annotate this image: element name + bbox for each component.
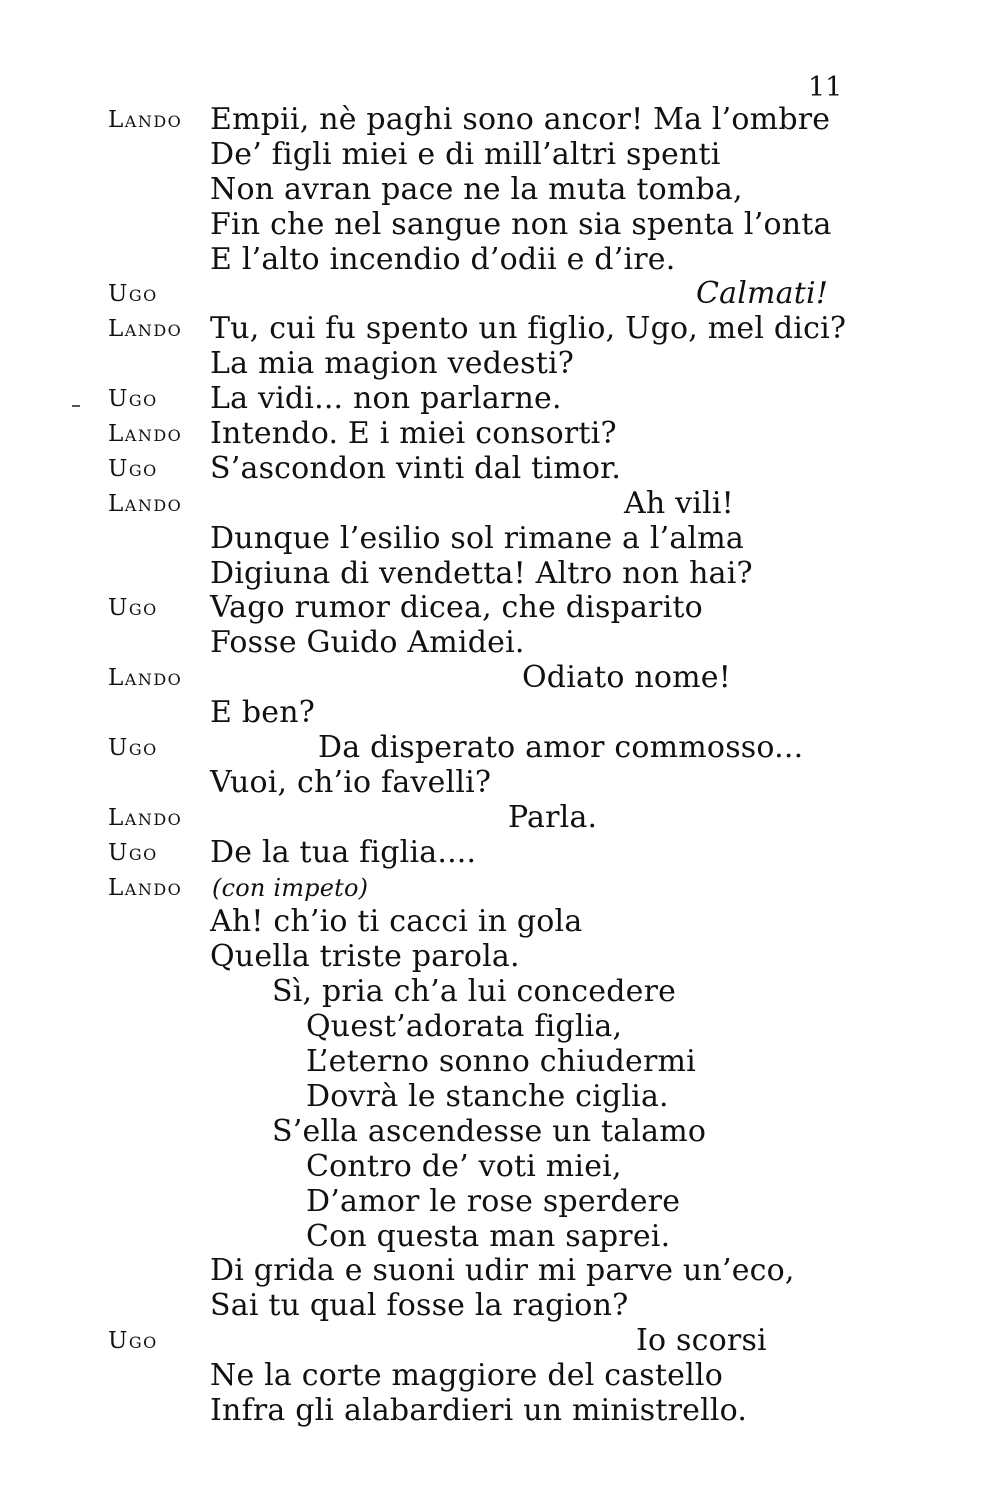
verse-line bbox=[0, 661, 1000, 696]
verse-line bbox=[0, 696, 1000, 731]
verse-line bbox=[0, 731, 1000, 766]
verse-line bbox=[0, 836, 1000, 871]
verse-text: Odiato nome! bbox=[522, 660, 731, 696]
verse-text: Di grida e suoni udir mi parve un’eco, bbox=[210, 1253, 795, 1289]
speaker-name: Lando bbox=[108, 421, 183, 448]
verse-line bbox=[0, 347, 1000, 382]
verse-text: L’eterno sonno chiudermi bbox=[306, 1044, 696, 1080]
speaker-name: Lando bbox=[108, 107, 183, 133]
verse-line bbox=[0, 382, 1000, 417]
verse-text: Io scorsi bbox=[636, 1323, 767, 1359]
speaker-name: Lando bbox=[108, 804, 183, 831]
verse-line bbox=[0, 1150, 1000, 1185]
verse-text: De’ figli miei e di mill’altri spenti bbox=[210, 136, 721, 172]
verse-line bbox=[0, 173, 1000, 208]
verse-text: Quella triste parola. bbox=[210, 939, 520, 975]
verse-line bbox=[0, 138, 1000, 173]
verse-line bbox=[0, 766, 1000, 801]
verse-line bbox=[0, 1045, 1000, 1080]
verse-text: Empii, nè paghi sono ancor! Ma l’ombre bbox=[210, 102, 831, 137]
verse-line bbox=[0, 487, 1000, 522]
verse-text: Contro de’ voti miei, bbox=[306, 1148, 622, 1184]
verse-text: De la tua figlia.... bbox=[210, 834, 477, 870]
verse-line bbox=[0, 1324, 1000, 1359]
verse-line bbox=[0, 801, 1000, 836]
verse-text: Infra gli alabardieri un ministrello. bbox=[210, 1392, 748, 1428]
verse-line bbox=[0, 312, 1000, 347]
verse-line bbox=[0, 557, 1000, 592]
speaker-name: Ugo bbox=[108, 281, 158, 308]
verse-line bbox=[0, 522, 1000, 557]
verse-line bbox=[0, 905, 1000, 940]
verse-text: Da disperato amor commosso... bbox=[318, 730, 804, 766]
stage-direction: (con impeto) bbox=[212, 873, 369, 902]
verse-line bbox=[0, 103, 1000, 138]
verse-text: Fosse Guido Amidei. bbox=[210, 625, 525, 661]
verse-text: La vidi... non parlarne. bbox=[210, 381, 562, 417]
verse-text: Tu, cui fu spento un figlio, Ugo, mel dici? bbox=[210, 311, 847, 347]
verse-line bbox=[0, 626, 1000, 661]
verse-line bbox=[0, 1010, 1000, 1045]
verse-text: Dovrà le stanche ciglia. bbox=[306, 1078, 669, 1114]
verse-text: Sì, pria ch’a lui concedere bbox=[272, 974, 677, 1010]
verse-lines bbox=[0, 103, 1000, 1429]
verse-line bbox=[0, 940, 1000, 975]
verse-text: Digiuna di vendetta! Altro non hai? bbox=[210, 555, 753, 591]
verse-text: Calmati! bbox=[696, 276, 829, 312]
verse-text: Fin che nel sangue non sia spenta l’onta bbox=[210, 206, 832, 242]
speaker-name: Ugo bbox=[108, 386, 158, 413]
verse-line bbox=[0, 1289, 1000, 1324]
verse-line bbox=[0, 417, 1000, 452]
verse-line bbox=[0, 1394, 1000, 1429]
verse-text: E ben? bbox=[210, 695, 315, 731]
verse-line bbox=[0, 277, 1000, 312]
verse-line bbox=[0, 452, 1000, 487]
verse-text: Sai tu qual fosse la ragion? bbox=[210, 1288, 629, 1324]
verse-line bbox=[0, 243, 1000, 278]
verse-text: La mia magion vedesti? bbox=[210, 346, 575, 382]
speaker-name: Lando bbox=[108, 490, 183, 517]
speaker-name: Ugo bbox=[108, 455, 158, 482]
verse-text: S’ella ascendesse un talamo bbox=[272, 1113, 707, 1149]
verse-text: D’amor le rose sperdere bbox=[306, 1183, 681, 1219]
speaker-name: Ugo bbox=[108, 735, 158, 762]
verse-text: Con questa man saprei. bbox=[306, 1218, 671, 1254]
verse-line bbox=[0, 1080, 1000, 1115]
verse-text: S’ascondon vinti dal timor. bbox=[210, 450, 622, 486]
speaker-name: Ugo bbox=[108, 595, 158, 622]
verse-line bbox=[0, 1220, 1000, 1255]
speaker-name: Ugo bbox=[108, 839, 158, 866]
verse-line bbox=[0, 1254, 1000, 1289]
verse-line bbox=[0, 1359, 1000, 1394]
verse-text: Parla. bbox=[508, 799, 598, 835]
speaker-name: Lando bbox=[108, 874, 183, 901]
page-number: 11 bbox=[808, 72, 843, 103]
speaker-name: Lando bbox=[108, 665, 183, 692]
speaker-name: Ugo bbox=[108, 1328, 158, 1355]
speaker-name: Lando bbox=[108, 316, 183, 343]
verse-line bbox=[0, 975, 1000, 1010]
verse-text: Ah vili! bbox=[624, 485, 734, 521]
verse-text: Ne la corte maggiore del castello bbox=[210, 1358, 723, 1394]
verse-text: Vago rumor dicea, che disparito bbox=[210, 590, 703, 626]
verse-text: Quest’adorata figlia, bbox=[306, 1009, 623, 1045]
verse-text: Vuoi, ch’io favelli? bbox=[210, 764, 492, 800]
verse-line bbox=[0, 591, 1000, 626]
verse-line bbox=[0, 871, 1000, 906]
verse-text: Dunque l’esilio sol rimane a l’alma bbox=[210, 520, 745, 556]
verse-line bbox=[0, 1115, 1000, 1150]
verse-line bbox=[0, 208, 1000, 243]
verse-text: Intendo. E i miei consorti? bbox=[210, 416, 617, 452]
verse-text: Ah! ch’io ti cacci in gola bbox=[210, 904, 583, 940]
verse-line bbox=[0, 1185, 1000, 1220]
verse-text: E l’alto incendio d’odii e d’ire. bbox=[210, 241, 676, 277]
verse-text: Non avran pace ne la muta tomba, bbox=[210, 171, 743, 207]
